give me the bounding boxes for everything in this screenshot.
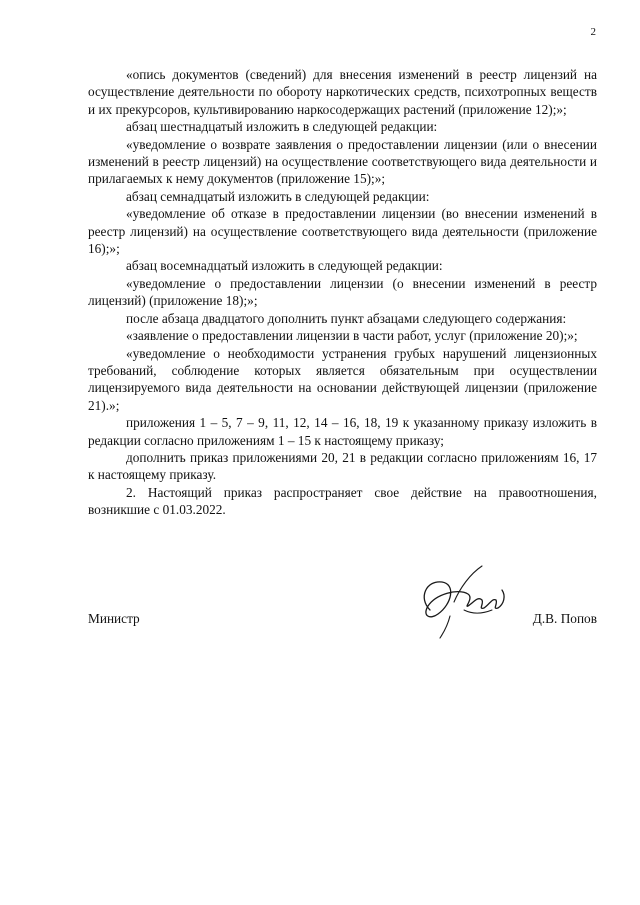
signer-position: Министр: [88, 611, 140, 626]
page-number: 2: [590, 26, 596, 38]
paragraph: «уведомление об отказе в предоставлении лицензии (во внесении изменений в реестр лицензий) на осуществление соответствующего вида деятельности (приложение 16);»;: [88, 206, 597, 257]
handwritten-signature-icon: [408, 558, 518, 640]
paragraph: «уведомление о возврате заявления о предоставлении лицензии (или о внесении изменений в реестр лицензий) на осуществление соответствующего вида деятельности и прилагаемых к нему документов (приложение 15);»;: [88, 136, 597, 187]
paragraph: абзац семнадцатый изложить в следующей редакции:: [126, 188, 430, 204]
paragraph: «заявление о предоставлении лицензии в части работ, услуг (приложение 20);»;: [126, 328, 578, 344]
paragraph: «опись документов (сведений) для внесения изменений в реестр лицензий на осуществление деятельности по обороту наркотических средств, психотропных веществ и их прекурсоров, культивированию наркосодержащих растений (приложение 12);»;: [88, 67, 597, 117]
signature-block: [88, 558, 597, 648]
paragraph: «уведомление о предоставлении лицензии (о внесении изменений в реестр лицензий) (приложение 18);»;: [88, 275, 597, 309]
paragraph: абзац восемнадцатый изложить в следующей редакции:: [126, 258, 443, 274]
signer-name: Д.В. Попов: [532, 611, 597, 626]
paragraph: абзац шестнадцатый изложить в следующей редакции:: [126, 119, 438, 135]
paragraph: после абзаца двадцатого дополнить пункт абзацами следующего содержания:: [126, 310, 567, 326]
paragraph: «уведомление о необходимости устранения грубых нарушений лицензионных требований, соблюдение которых является обязательным при осуществлении лицензируемого вида деятельности на основании действующей лицензии (приложение 21).»;: [88, 345, 597, 413]
paragraph: приложения 1 – 5, 7 – 9, 11, 12, 14 – 16, 18, 19 к указанному приказу изложить в редакции согласно приложениям 1 – 15 к настоящему приказу;: [88, 415, 597, 448]
document-body: [88, 66, 597, 519]
paragraph: 2. Настоящий приказ распространяет свое действие на правоотношения, возникшие с 01.03.2022.: [88, 484, 597, 518]
paragraph: дополнить приказ приложениями 20, 21 в редакции согласно приложениям 16, 17 к настоящему приказу.: [88, 449, 597, 483]
